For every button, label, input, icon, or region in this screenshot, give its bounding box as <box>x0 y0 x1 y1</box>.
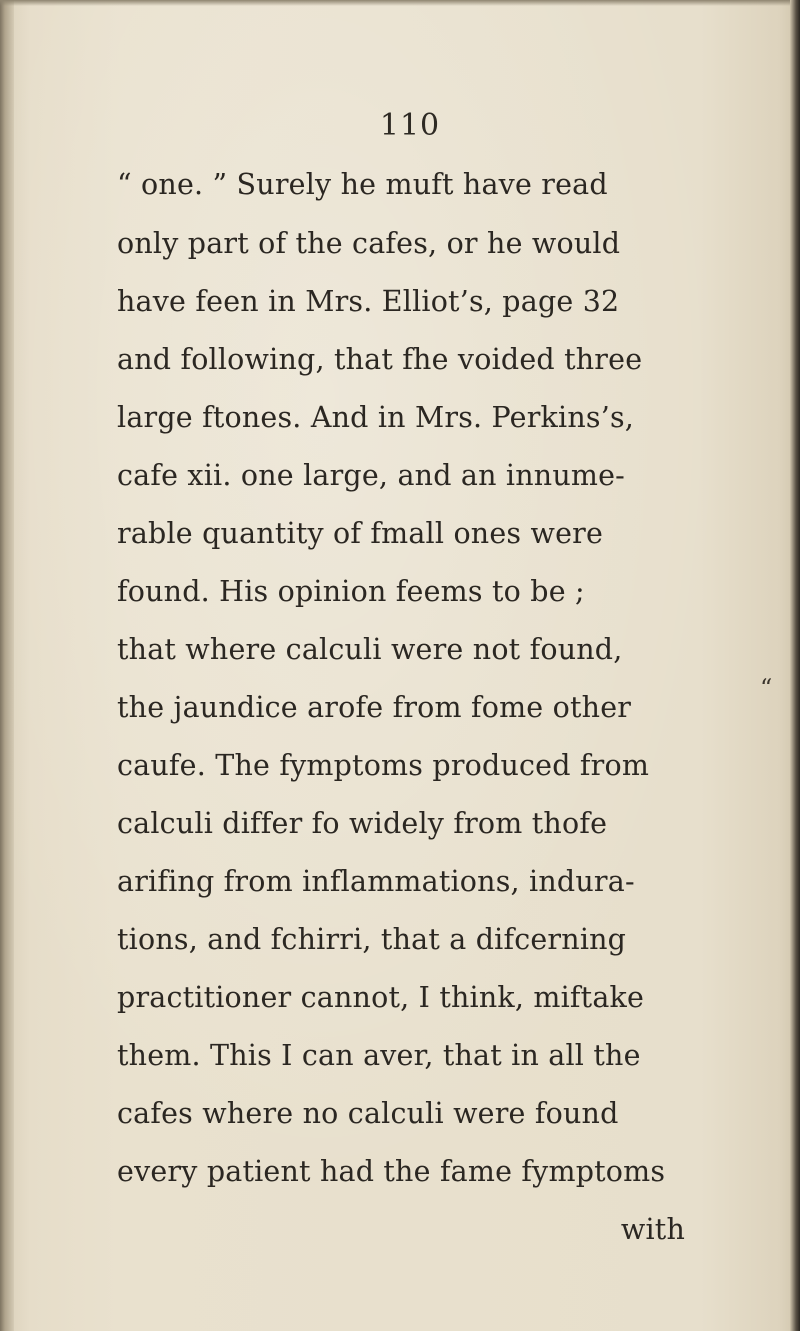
text-line: caufe. The fymptoms produced from <box>117 749 650 782</box>
catchword: with <box>620 1213 685 1246</box>
text-line: found. His opinion feems to be ; <box>117 575 585 608</box>
text-line: “ one. ” Surely he muft have read <box>117 168 608 201</box>
text-line: calculi differ fo widely from thofe <box>117 807 608 840</box>
text-line: tions, and fchirri, that a difcerning <box>117 923 627 956</box>
page-number: 110 <box>379 108 441 143</box>
margin-quote-mark: “ <box>760 674 773 702</box>
text-line: cafe xii. one large, and an innume- <box>117 459 626 492</box>
text-line: have feen in Mrs. Elliot’s, page 32 <box>117 285 620 318</box>
text-line: large ftones. And in Mrs. Perkins’s, <box>117 401 635 434</box>
text-line: that where calculi were not found, <box>117 633 623 666</box>
text-line: rable quantity of fmall ones were <box>117 517 604 550</box>
text-line: cafes where no calculi were found <box>117 1097 619 1130</box>
text-line: practitioner cannot, I think, miftake <box>117 981 645 1014</box>
text-line: the jaundice arofe from fome other <box>117 691 632 724</box>
text-line: every patient had the fame fymptoms <box>117 1155 666 1188</box>
text-line: only part of the cafes, or he would <box>117 227 621 260</box>
text-line: and following, that fhe voided three <box>117 343 643 376</box>
text-line: arifing from inflammations, indura- <box>117 865 635 898</box>
text-line: them. This I can aver, that in all the <box>117 1039 641 1072</box>
